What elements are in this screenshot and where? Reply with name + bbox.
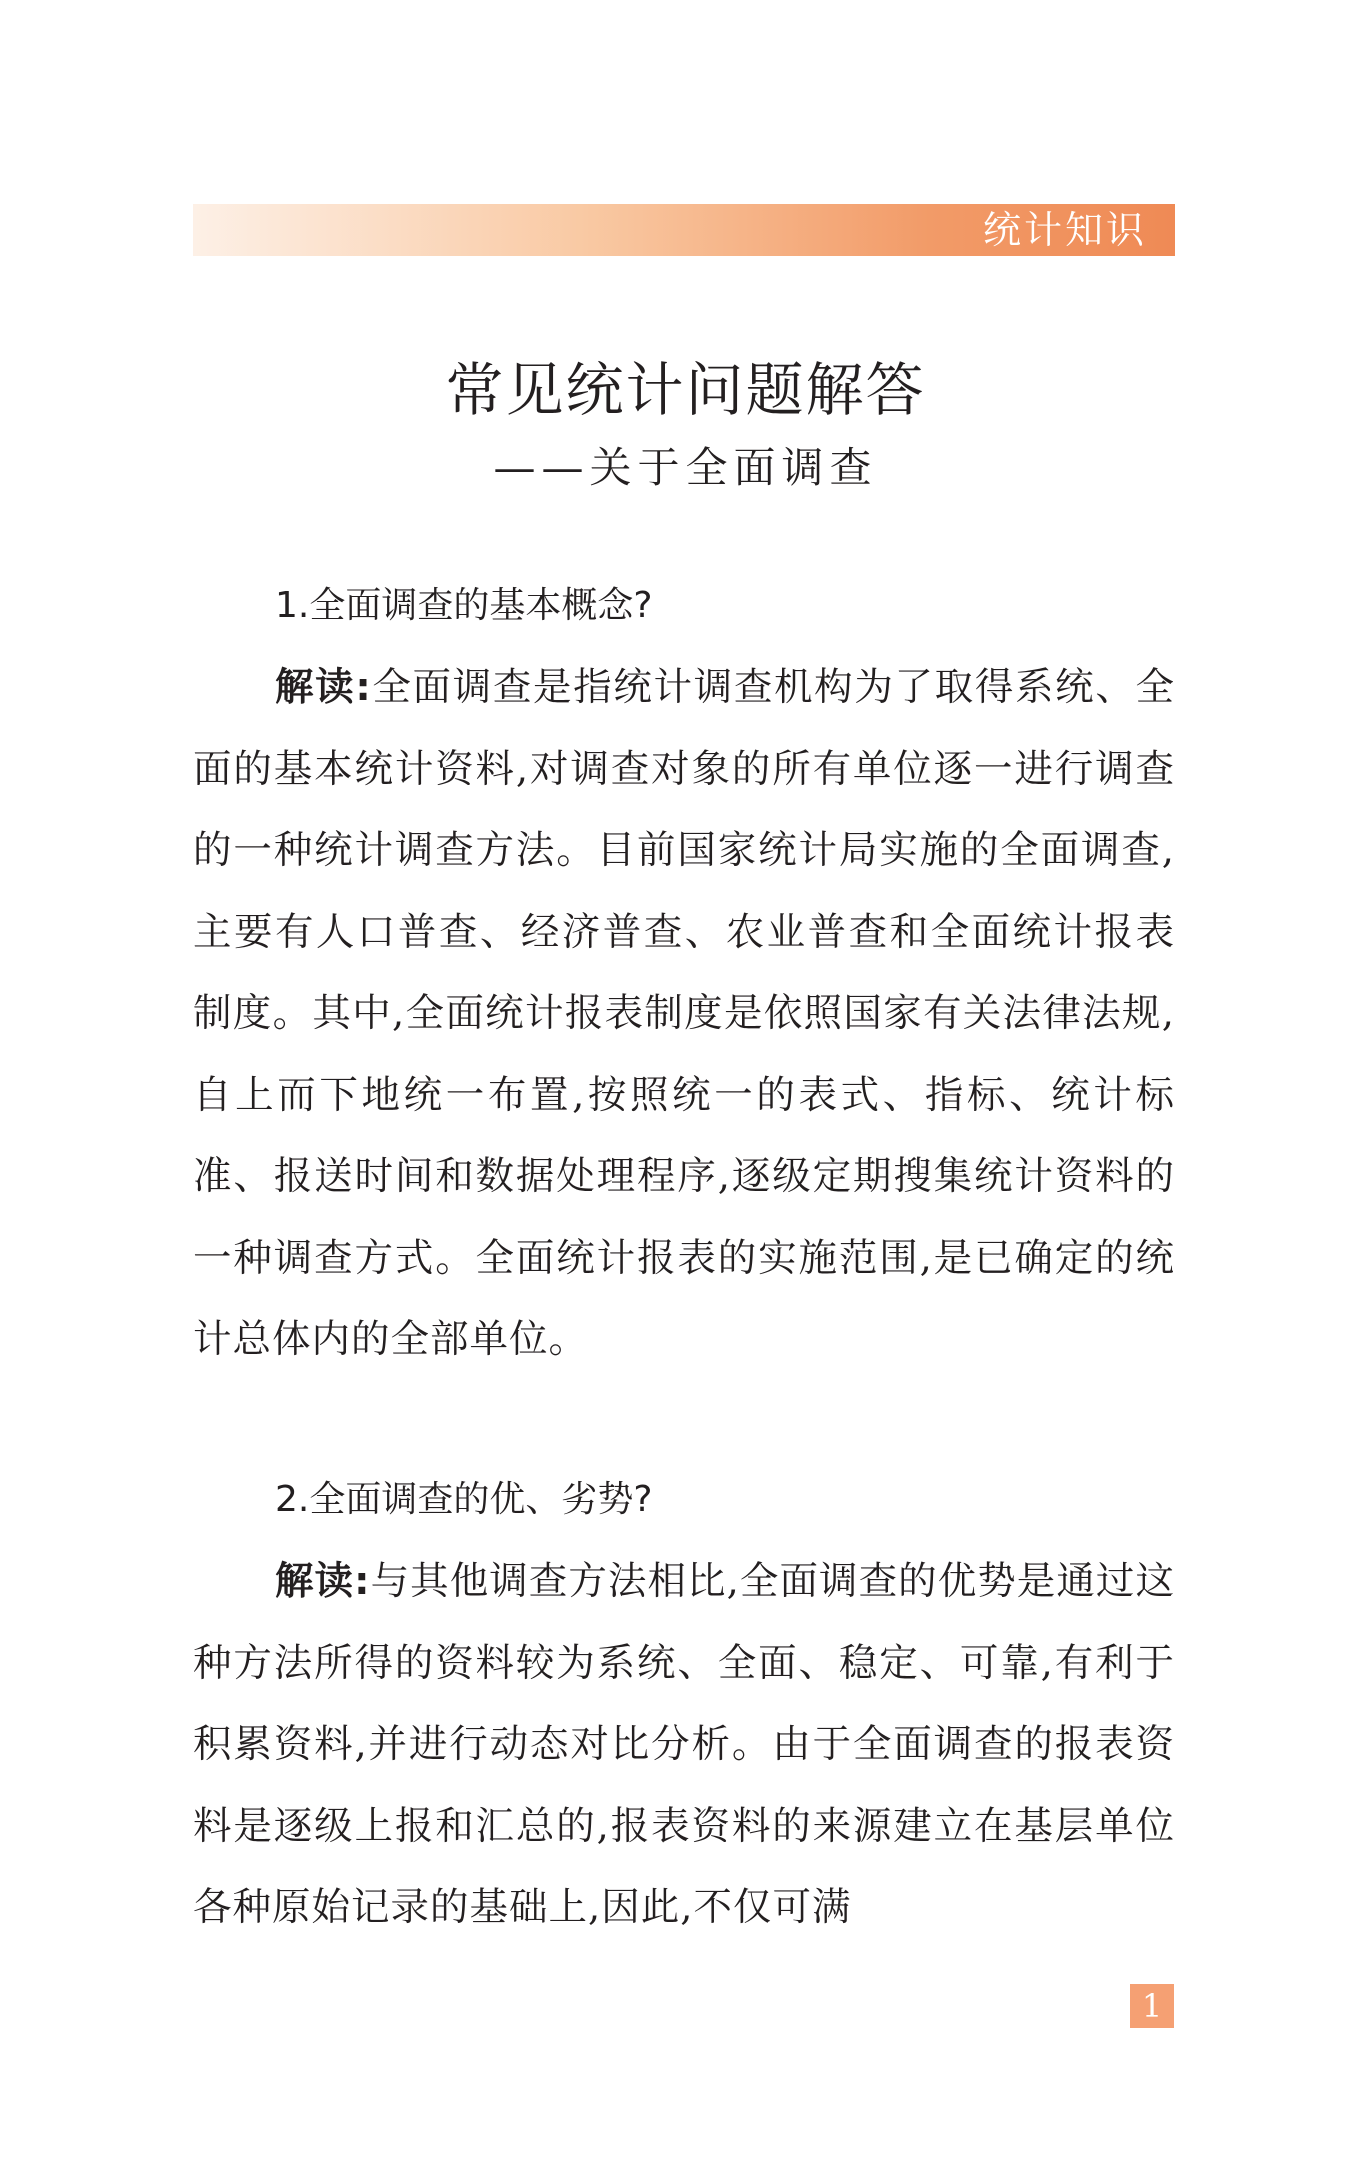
section-header-bar bbox=[193, 204, 1175, 256]
question-2: 2.全面调查的优、劣势? bbox=[275, 1479, 653, 1520]
page-title: 常见统计问题解答 bbox=[445, 356, 926, 424]
answer-2 bbox=[193, 1541, 1175, 1949]
page-number: 1 bbox=[1130, 1984, 1174, 2028]
answer-2-lead: 解读: bbox=[275, 1559, 371, 1604]
answer-1 bbox=[193, 647, 1175, 1381]
page-subtitle: ——关于全面调查 bbox=[493, 443, 878, 492]
answer-2-body: 与其他调查方法相比,全面调查的优势是通过这种方法所得的资料较为系统、全面、稳定、可靠,有利于积累资料,并进行动态对比分析。由于全面调查的报表资料是逐级上报和汇总的,报表资料的来源建立在基层单位各种原始记录的基础上,因此,不仅可满 bbox=[193, 1559, 1175, 1930]
answer-1-body: 全面调查是指统计调查机构为了取得系统、全面的基本统计资料,对调查对象的所有单位逐一进行调查的一种统计调查方法。目前国家统计局实施的全面调查,主要有人口普查、经济普查、农业普查和全面统计报表制度。其中,全面统计报表制度是依照国家有关法律法规,自上而下地统一布置,按照统一的表式、指标、统计标准、报送时间和数据处理程序,逐级定期搜集统计资料的一种调查方式。全面统计报表的实施范围,是已确定的统计总体内的全部单位。 bbox=[193, 665, 1175, 1362]
answer-1-lead: 解读: bbox=[275, 665, 372, 710]
section-label: 统计知识 bbox=[982, 208, 1147, 252]
question-1: 1.全面调查的基本概念? bbox=[275, 585, 653, 626]
